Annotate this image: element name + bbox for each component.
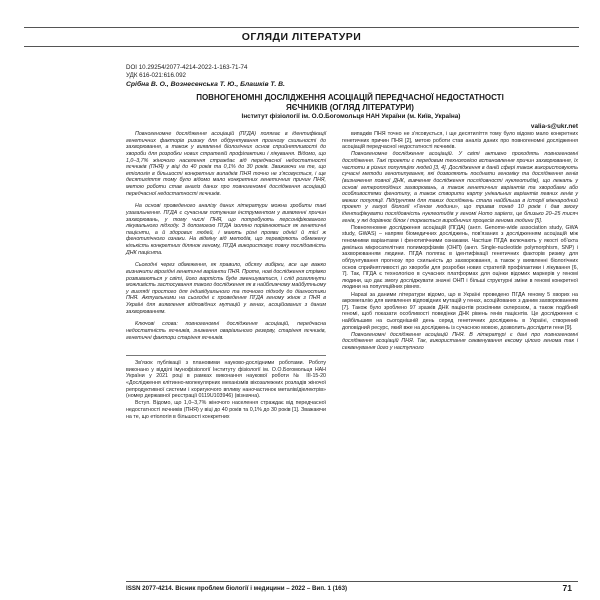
udc: УДК 616-021:616.092 — [126, 72, 186, 79]
title-line-2: ЯЄЧНИКІВ (ОГЛЯД ЛІТЕРАТУРИ) — [286, 103, 414, 112]
page-footer — [126, 581, 578, 594]
body-paragraph: Повногеномне дослідження асоціацій (ПГДА) (англ. Genome-wide association study, GWA study, GWAS) – напрям біомедичних досліджень, пов'язаних з дослідженням асоціацій між геномними варіантами і фенотипічними ознаками. Частіше ПГДА включають у якості об'єкта декілька мікросателітних полиморфізмів (ОНП) (англ. Single-nucleotide polymorphism, SNP) і захворюванням людини. ПГДА полягає в ідентифікації генетичних факторів ризику для обґрунтування прогнозу про схильність до захворювання, а також у виявленні біологічних основ сприйнятливості до хвороби для розробки нових стратегій профілактики і лікування [6, 7]. Так, ПГДА є технологією в сучасних платформах для оцінки відомих маркерів у геномі людини, що дає змогу досліджувати значні ОНП і більші структурні зміни в геномі конкретної людини на популяційних рівнях. — [342, 224, 578, 291]
abstract-divider — [126, 355, 326, 356]
body-paragraph: випадків ПНЯ точно не з'ясовується, і ще десятиліття тому було відомо мало конкретних генетичних причин ПНЯ [2], метою роботи став аналіз даних про повногеномні дослідження асоціацій передчасної недостатності яєчників. — [342, 131, 578, 151]
intro-column — [126, 360, 326, 421]
email: valia-s@ukr.net — [530, 123, 578, 130]
body-column-right — [342, 131, 578, 352]
body-paragraph: Наразі за даними літератури відомо, що в Україні проведено ПГДА геному 5 хворих на акромегалію для виявлення відповідних мутацій у генах, асоційованих з даним захворюванням [7]. Також було зроблено 97 зразків ДНК пацієнтів розсіяним склерозом, а також подібний геномі, щоб показати особливості поведінки ДНК рівень генів пацієнтів. Це дослідження є найбільшим на сьогоднішній день серед генетичних досліджень в Україні, створений доповідний ресурс, який вже на досліджень із сучасною мовою, дозволить дослідити гени [9]. — [342, 291, 578, 331]
section-header — [24, 27, 579, 47]
body-paragraph: Повногеномне дослідження асоціацій. У світі активно проходять повногеномні дослідження. Такі проекти є передовим технологією встановлення причин захворювання, їх частоти в різних популяціях людей [3, 4]. Дослідження в даній сфері також використовують сучасні методи генотипування, які дозволяють поєднати геноміку та дослідження генів (визначення повної ДНК, вивчення дослідження послідовності нуклеотидів), що лежать у основі гетероплоїдних захворювань, а також генетичних варіантів та хворобами або особливостями фенотипу, а також створити карту унікальних варіантів певних генів у межах популяції. Підґрунтям для таких досліджень стала найбільша в історії міжнародний проект у галузі біології «Геном людини», що тривав понад 10 років і дав змогу ідентифікувати послідовність нуклеотидів у геномі Homo sapiens, це близько 20–25 тисяч генів, у які дорівнює білок і торкається виробничих процесів генома людини [5]. — [342, 151, 578, 224]
body-paragraph: Вступ. Відомо, що 1,0–3,7% жіночого населення страждає від передчасної недостатності яєчників (ПНЯ) у віці до 40 років та 0,1% до 30 років [1]. Зважаючи на те, що етіологія в більшості конкретних — [126, 400, 326, 420]
page-number: 71 — [562, 583, 572, 593]
keywords: Ключові слова: повногеномні дослідження асоціацій, передчасна недостатність яєчників, зниження оваріального резерву, старіння яєчників, генетичні фактори старіння яєчників. — [126, 321, 326, 341]
authors: Срібна В. О., Вознесенська Т. Ю., Блашків Т. В. — [126, 81, 285, 88]
title-line-1: ПОВНОГЕНОМНІ ДОСЛІДЖЕННЯ АСОЦІАЦІЙ ПЕРЕДЧАСНОЇ НЕДОСТАТНОСТІ — [196, 93, 504, 102]
body-paragraph: Зв'язок публікації з плановими науково-дослідними роботами. Роботу виконано у відділі імунофізіології Інституту фізіології ім. О.О.Богомольця НАН України у 2021 році в рамках виконання наукової роботи № III-15-20 «Дослідження клітинно-молекулярних механізмів вікозалежних розладів жіночої репродуктивної системи і коригуючого впливу наночастинок металів/діелектрів» (номер державної реєстрації 0119U103946) (візначна). — [126, 360, 326, 400]
footer-journal: ISSN 2077-4214. Вісник проблем біології і медицини – 2022 – Вип. 1 (163) — [126, 585, 348, 592]
abstract-paragraph: На основі проведеного аналізу даних літератури можна зробити такі узагальнення. ПГДА є сучасним потужним інструментом у виявленні причин захворювань, у тому числі ПНЯ, що потребують персоніфікованого лікувального підходу. З допомогою ПГДА ізоляно порівнюються як генетичні пацієнти, а й здорових людей, і мають різні прояви однієї й тієї ж фенотипічного ознаки. На відміну від методів, що перевіряють обмежену кількість конкретних ділянок геному, ПГДА використовує повну послідовність ДНК пацієнта. — [126, 203, 326, 256]
doi: DOI 10.29254/2077-4214-2022-1-163-71-74 — [126, 64, 248, 71]
body-paragraph: Повногеномні дослідження асоціацій ПНЯ. В літературі є дані про повногеномні дослідження асоціацій ПНЯ. Так, використання секвенування ексому цілого генома так і секвенування його у наступного — [342, 331, 578, 351]
abstract-paragraph: Повногеномне дослідження асоціацій (ПГДА) полягає в ідентифікації генетичних факторів ризику для обґрунтування прогнозу схильності до захворювання, а також у виявленні біологічних основ сприйнятливості до хвороби для розробки нових стратегій профілактики і лікування. Відомо, що 1,0–3,7% жіночого населення страждає від передчасної недостатності яєчників (ПНЯ) у віці до 40 років та 0,1% до 30 років. Зважаючи на те, що етіологія в більшості конкретних випадків ПНЯ точно не з'ясовується, і ще десятиліття тому було відомо мало конкретних генетичних причин ПНЯ, метою роботи став аналіз даних про повногеномні дослідження асоціацій передчасної недостатності яєчників. — [126, 131, 326, 197]
article-title — [130, 93, 570, 113]
abstract-paragraph: Сьогодні через обмеження, як правило, обсягу вибірки, все ще важко визначити вірогідні генетичні варіанти ПНЯ. Проте, нові дослідження стрімко розвиваються у світі, його вартість буде зменшуватися, і слід розглянути можливість застосування такого дослідження як в найближчому майбутньому у вигляді простого для індивідуального та точного підходу до діагностики ПНЯ. Актуальними на сьогодні є проведення ПГДА геному жінок з ПНЯ в Україні для виявлення відповідних мутацій у генах, асоційованих з даним захворюванням. — [126, 262, 326, 315]
affiliation: Інститут фізіології ім. О.О.Богомольця НАН України (м. Київ, Україна) — [241, 113, 461, 120]
abstract-column — [126, 131, 326, 342]
section-title: ОГЛЯДИ ЛІТЕРАТУРИ — [241, 31, 362, 43]
